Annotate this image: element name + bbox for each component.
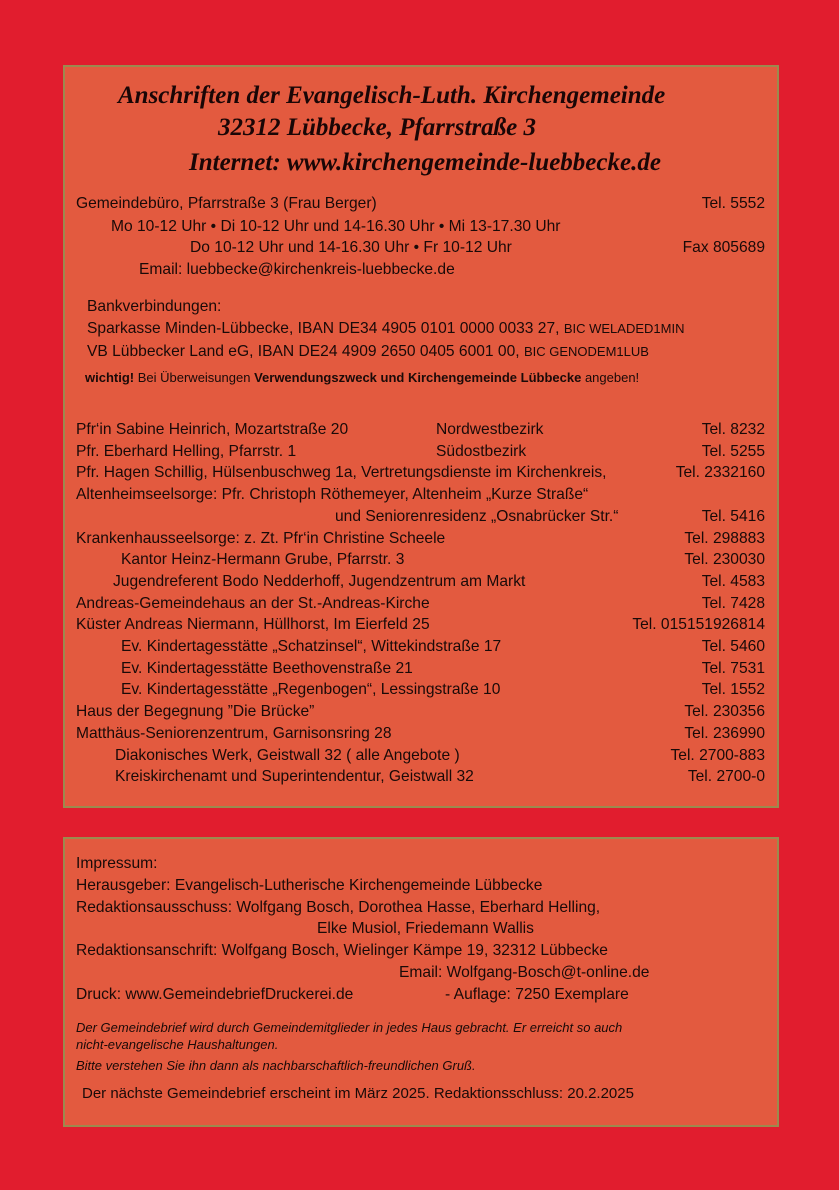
header-title: Anschriften der Evangelisch-Luth. Kirchengemeinde [118,82,666,109]
contact-district: Nordwestbezirk [436,421,544,438]
contact-text: Ev. Kindertagesstätte Beethovenstraße 21 [121,659,413,677]
bank-note-text-1: Bei Überweisungen [134,370,255,385]
impressum-committee-2: Elke Musiol, Friedemann Wallis [317,920,534,937]
impressum-committee-1: Redaktionsausschuss: Wolfgang Bosch, Dorothea Hasse, Eberhard Helling, [76,899,601,916]
office-fax: Fax 805689 [682,239,765,256]
bank-note [85,368,639,388]
bank-line-2 [87,342,649,362]
contact-tel: Tel. 230030 [684,551,765,569]
contact-text: Krankenhausseelsorge: z. Zt. Pfr‘in Christine Scheele [76,529,446,547]
contact-tel: Tel. 7531 [701,659,765,677]
contact-tel: Tel. 8232 [701,421,765,438]
impressum-publisher: Herausgeber: Evangelisch-Lutherische Kirchengemeinde Lübbecke [76,877,543,894]
addresses-panel [63,65,779,808]
contact-tel: Tel. 2332160 [675,464,765,482]
impressum-note-3: Bitte verstehen Sie ihn dann als nachbarschaftlich-freundlichen Gruß. [76,1058,476,1073]
contact-text: Kreiskirchenamt und Superintendentur, Geistwall 32 [115,768,474,786]
bank-line-2-bic: BIC GENODEM1LUB [523,344,649,359]
contact-text: Andreas-Gemeindehaus an der St.-Andreas-Kirche [76,594,430,612]
bank-line-1-text: Sparkasse Minden-Lübbecke, IBAN DE34 4905 0101 0000 0033 27, [87,320,560,337]
impressum-note-2: nicht-evangelische Haushaltungen. [76,1037,279,1052]
office-name: Gemeindebüro, Pfarrstraße 3 (Frau Berger) [76,195,377,212]
contact-tel: Tel. 5460 [701,638,765,655]
impressum-panel [63,837,779,1127]
office-hours-2: Do 10-12 Uhr und 14-16.30 Uhr • Fr 10-12 Uhr [190,239,512,256]
contact-tel: Tel. 1552 [701,681,765,699]
contact-text: Jugendreferent Bodo Nedderhoff, Jugendzentrum am Markt [113,572,526,590]
office-hours-1: Mo 10-12 Uhr • Di 10-12 Uhr und 14-16.30 Uhr • Mi 13-17.30 Uhr [111,218,561,235]
impressum-heading: Impressum: [76,855,158,872]
contact-text: Pfr‘in Sabine Heinrich, Mozartstraße 20 [76,421,349,438]
header-address: 32312 Lübbecke, Pfarrstraße 3 [218,114,537,141]
impressum-email: Email: Wolfgang-Bosch@t-online.de [399,964,650,981]
contact-text: Küster Andreas Niermann, Hüllhorst, Im Eierfeld 25 [76,616,430,634]
impressum-next-issue: Der nächste Gemeindebrief erscheint im März 2025. Redaktionsschluss: 20.2.2025 [82,1085,634,1102]
bank-note-emphasis: Verwendungszweck und Kirchengemeinde Lübbecke [254,370,582,385]
contact-tel: Tel. 4583 [701,572,765,590]
contact-text: Pfr. Eberhard Helling, Pfarrstr. 1 [76,442,297,460]
office-email: Email: luebbecke@kirchenkreis-luebbecke.de [139,261,455,278]
contact-text: Haus der Begegnung ”Die Brücke” [76,703,315,721]
impressum-edition: - Auflage: 7250 Exemplare [445,986,629,1003]
contact-text: Ev. Kindertagesstätte „Regenbogen“, Lessingstraße 10 [121,681,501,699]
contact-text: Ev. Kindertagesstätte „Schatzinsel“, Wittekindstraße 17 [121,638,502,655]
impressum-print: Druck: www.GemeindebriefDruckerei.de [76,986,354,1003]
contact-tel: Tel. 2700-883 [670,746,765,764]
contact-tel: Tel. 015151926814 [632,616,765,634]
contact-tel: Tel. 236990 [684,724,765,742]
contact-text: und Seniorenresidenz „Osnabrücker Str.“ [335,507,619,525]
impressum-address: Redaktionsanschrift: Wolfgang Bosch, Wielinger Kämpe 19, 32312 Lübbecke [76,942,608,959]
impressum-note-1: Der Gemeindebrief wird durch Gemeindemitglieder in jedes Haus gebracht. Er erreicht so auch [76,1020,623,1035]
contact-text: Altenheimseelsorge: Pfr. Christoph Röthemeyer, Altenheim „Kurze Straße“ [76,486,589,504]
contact-tel: Tel. 298883 [684,529,765,547]
contact-text: Diakonisches Werk, Geistwall 32 ( alle Angebote ) [115,746,460,764]
bank-note-important: wichtig! [85,370,135,385]
contact-tel: Tel. 7428 [701,594,765,612]
contact-district: Südostbezirk [436,442,527,460]
bank-line-2-text: VB Lübbecker Land eG, IBAN DE24 4909 2650 0405 6001 00, [87,343,520,360]
header-website: Internet: www.kirchengemeinde-luebbecke.de [189,149,661,176]
contact-tel: Tel. 2700-0 [687,768,765,786]
contact-text: Pfr. Hagen Schillig, Hülsenbuschweg 1a, Vertretungsdienste im Kirchenkreis, [76,464,607,482]
bank-note-text-2: angeben! [581,370,640,385]
contact-text: Kantor Heinz-Hermann Grube, Pfarrstr. 3 [121,551,405,569]
bank-line-1-bic: BIC WELADED1MIN [563,321,685,336]
bank-heading: Bankverbindungen: [87,298,222,315]
contact-text: Matthäus-Seniorenzentrum, Garnisonsring 28 [76,724,392,742]
contact-tel: Tel. 230356 [684,703,765,721]
contact-tel: Tel. 5416 [701,507,765,525]
bank-line-1 [87,319,684,339]
contact-tel: Tel. 5255 [701,442,765,460]
office-tel: Tel. 5552 [701,195,765,212]
